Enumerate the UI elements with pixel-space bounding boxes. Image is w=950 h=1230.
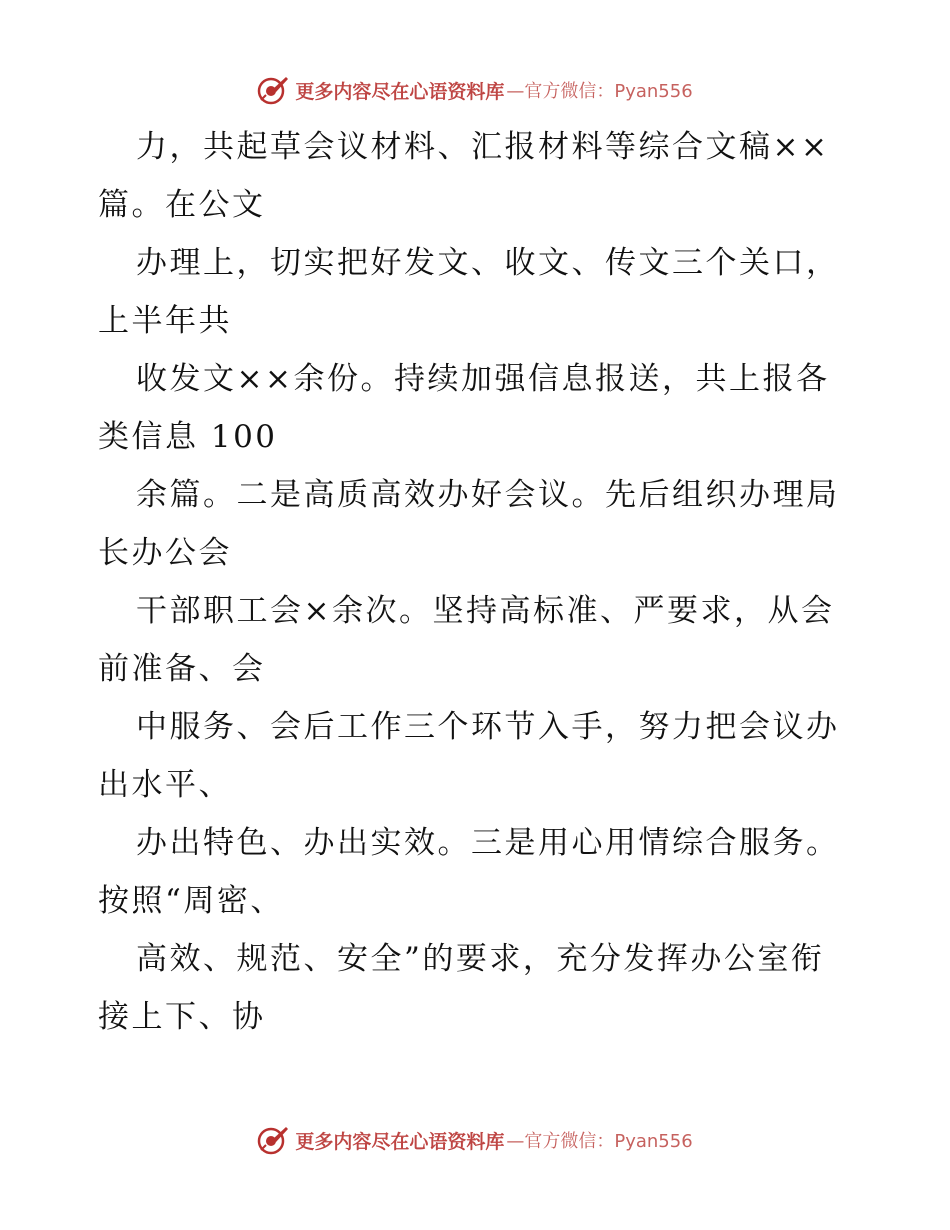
body-line: 力，共起草会议材料、汇报材料等综合文稿××: [136, 129, 830, 165]
body-line: 上半年共: [98, 303, 232, 339]
document-body: [98, 118, 858, 1046]
header-brand-text: 更多内容尽在心语资料库: [295, 80, 505, 103]
body-line: 收发文××余份。持续加强信息报送，共上报各: [136, 361, 830, 397]
pen-logo-icon: [257, 74, 289, 106]
body-line: 类信息 100: [98, 419, 278, 455]
body-line: 按照“周密、: [98, 883, 284, 919]
body-line: 篇。在公文: [98, 187, 266, 223]
pen-logo-icon: [257, 1124, 289, 1156]
body-line: 干部职工会×余次。坚持高标准、严要求，从会: [136, 593, 835, 629]
footer-banner: [0, 1120, 950, 1160]
body-line: 办理上，切实把好发文、收文、传文三个关口，: [136, 245, 840, 281]
body-line: 办出特色、办出实效。三是用心用情综合服务。: [136, 825, 840, 861]
body-line: 长办公会: [98, 535, 232, 571]
header-banner: [0, 70, 950, 110]
body-line: 接上下、协: [98, 999, 266, 1035]
footer-wechat-text: —官方微信：Pyan556: [506, 1131, 693, 1152]
body-line: 中服务、会后工作三个环节入手，努力把会议办: [136, 709, 840, 745]
body-line: 出水平、: [98, 767, 232, 803]
body-line: 前准备、会: [98, 651, 266, 687]
body-line: 高效、规范、安全”的要求，充分发挥办公室衔: [136, 941, 825, 977]
footer-brand-text: 更多内容尽在心语资料库: [295, 1130, 505, 1153]
header-wechat-text: —官方微信：Pyan556: [506, 81, 693, 102]
body-line: 余篇。二是高质高效办好会议。先后组织办理局: [136, 477, 840, 513]
